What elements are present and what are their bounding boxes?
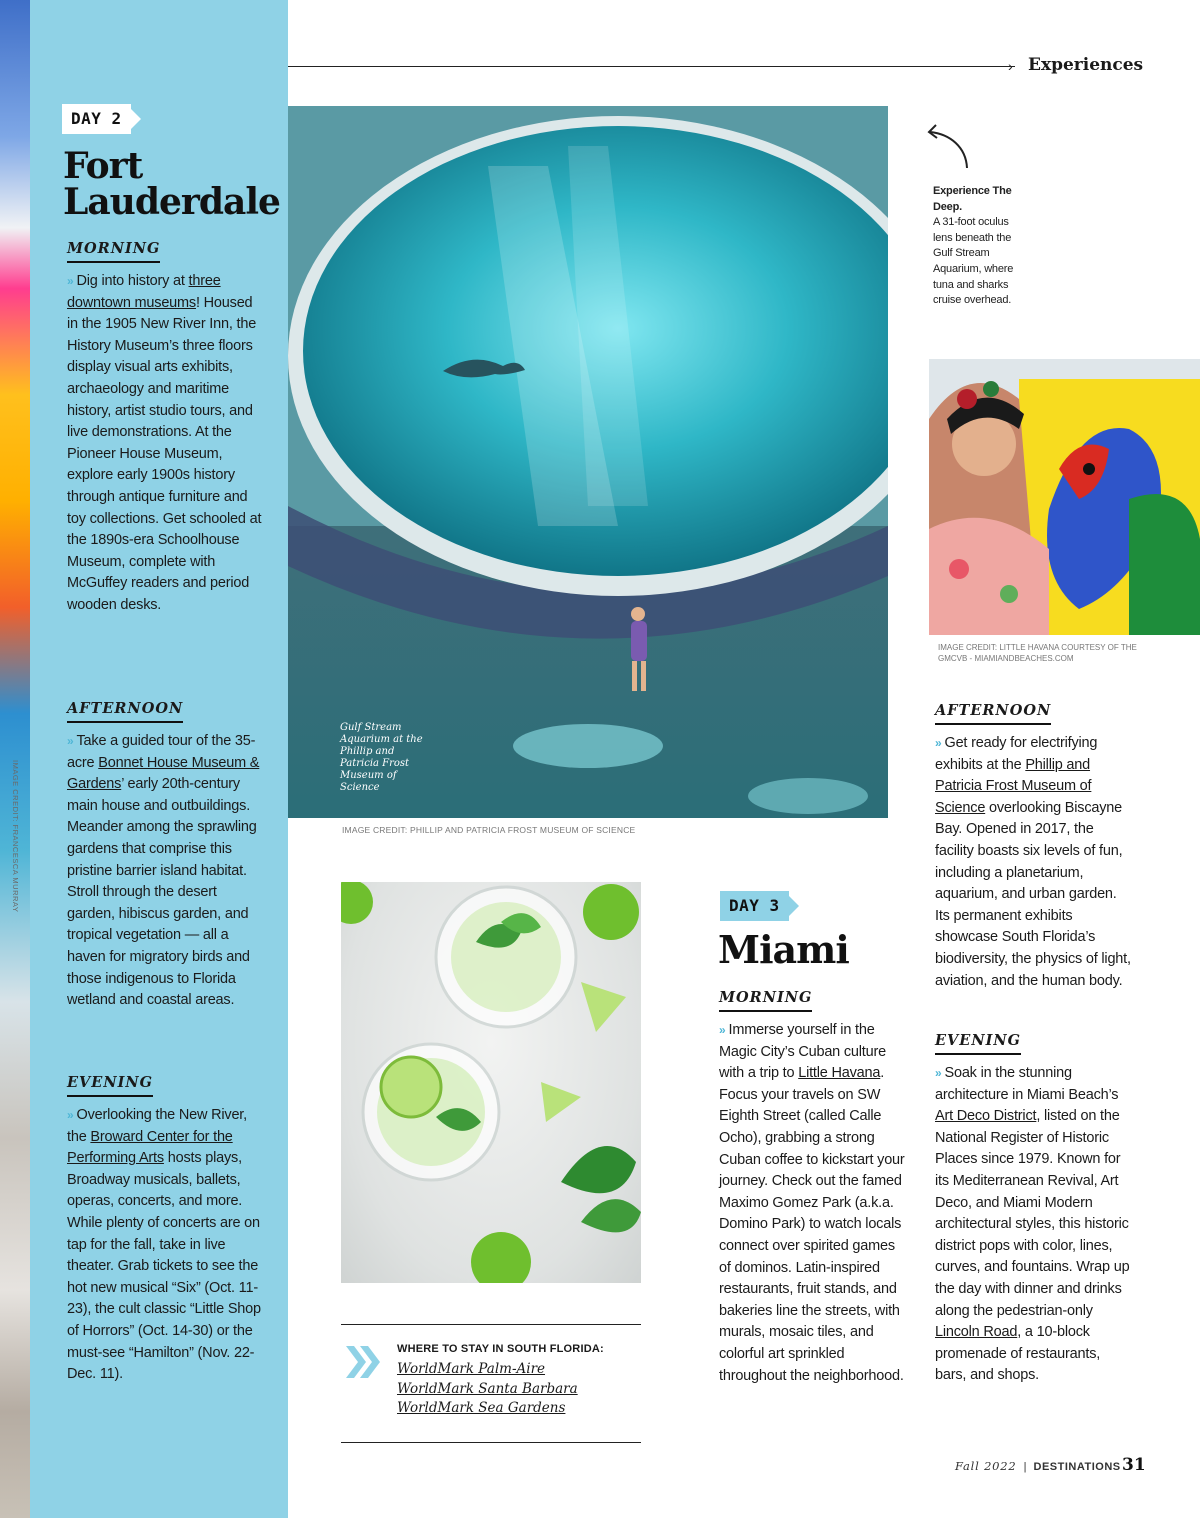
resort-links bbox=[397, 1360, 578, 1419]
little-havana-link[interactable]: Little Havana bbox=[798, 1065, 881, 1082]
rooster-painting-illustration bbox=[929, 359, 1200, 635]
fl-afternoon-section bbox=[67, 700, 267, 1012]
aquarium-image-credit: IMAGE CREDIT: PHILLIP AND PATRICIA FROST MUSEUM OF SCIENCE bbox=[342, 825, 636, 835]
frost-museum-link[interactable]: Phillip and Patricia Frost Museum of Science bbox=[935, 756, 1092, 816]
double-chevron-icon bbox=[344, 1344, 384, 1385]
folio bbox=[955, 1459, 1121, 1473]
chevron-icon: » bbox=[67, 1108, 74, 1122]
oculus-callout bbox=[933, 184, 1028, 309]
art-deco-district-link[interactable]: Art Deco District bbox=[935, 1108, 1037, 1125]
resort-link-santa-barbara[interactable]: WorldMark Santa Barbara bbox=[397, 1380, 578, 1397]
left-photo-credit: IMAGE CREDIT: FRANCESCA MURRAY bbox=[11, 760, 20, 913]
mi-evening-text: » Soak in the stunning architecture in Miami Beach’s Art Deco District, listed on the National Register of Historic Places since 1979. Known for its Mediterranean Revival, Art Deco, and Miami Modern architectural styles, this historic district pops with color, lines, curves, and fountains. Wrap up the day with dinner and drinks along the pedestrian-only Lincoln Road, a 10-block promenade of restaurants, bars, and shops. bbox=[935, 1065, 1130, 1384]
mi-afternoon-section bbox=[935, 702, 1135, 992]
callout-text: A 31-foot oculus lens beneath the Gulf Stream Aquarium, where tuna and sharks cruise overhead. bbox=[933, 216, 1014, 307]
mi-morning-section bbox=[719, 989, 909, 1387]
stay-rule-top bbox=[341, 1324, 641, 1325]
fl-morning-heading: MORNING bbox=[67, 240, 160, 263]
header-rule bbox=[288, 66, 1015, 67]
magazine-name: DESTINATIONS bbox=[1033, 1461, 1121, 1473]
mi-evening-heading: EVENING bbox=[935, 1032, 1021, 1055]
three-museums-link[interactable]: three downtown museums bbox=[67, 273, 221, 311]
mi-morning-text: » Immerse yourself in the Magic City’s Cuban culture with a trip to Little Havana. Focus your travels on SW Eighth Street (called Calle Ocho), grabbing a strong Cuban coffee to kickstart your journey. Check out the famed Maximo Gomez Park (a.k.a. Domino Park) to watch locals connect over spirited games of dominos. Latin-inspired restaurants, fruit stands, and bakeries line the streets, with murals, mosaic tiles, and colorful art sprinkled throughout the neighborhood. bbox=[719, 1022, 905, 1384]
chevron-icon: » bbox=[935, 736, 942, 750]
section-label: Experiences bbox=[1028, 55, 1144, 75]
little-havana-artist-photo bbox=[929, 359, 1200, 635]
where-to-stay-title: WHERE TO STAY IN SOUTH FLORIDA: bbox=[397, 1343, 604, 1355]
fl-morning-text: » Dig into history at three downtown museums! Housed in the 1905 New River Inn, the History Museum’s three floors display visual arts exhibits, archaeology and maritime history, artist studio tours, and live demonstrations. At the Pioneer House Museum, explore early 1900s history through antique furniture and toy collections. Get schooled at the 1890s-era Schoolhouse Museum, complete with McGuffey readers and period wooden desks. bbox=[67, 273, 262, 613]
day-2-tag: DAY 2 bbox=[62, 104, 131, 134]
chevron-right-icon: › bbox=[1008, 58, 1013, 74]
left-edge-photo bbox=[0, 0, 30, 1518]
miami-title: Miami bbox=[718, 927, 849, 972]
resort-link-sea-gardens[interactable]: WorldMark Sea Gardens bbox=[397, 1400, 566, 1416]
mi-afternoon-heading: AFTERNOON bbox=[935, 702, 1051, 725]
aquarium-caption: Gulf Stream Aquarium at the Phillip and Patricia Frost Museum of Science bbox=[340, 722, 423, 793]
chevron-icon: » bbox=[935, 1066, 942, 1080]
page-number: 31 bbox=[1122, 1455, 1146, 1475]
fl-afternoon-heading: AFTERNOON bbox=[67, 700, 183, 723]
rooster-image-credit: IMAGE CREDIT: LITTLE HAVANA COURTESY OF THE GMCVB - MIAMIANDBEACHES.COM bbox=[938, 643, 1137, 663]
fl-evening-text: » Overlooking the New River, the Broward Center for the Performing Arts hosts plays, Broadway musicals, ballets, operas, concerts, and more. While plenty of concerts are on tap for the fall, take in live theater. Grab tickets to see the hot new musical “Six” (Oct. 11-23), the cult classic “Little Shop of Horrors” (Oct. 14-30) or the must-see “Hamilton” (Nov. 22-Dec. 11). bbox=[67, 1107, 261, 1383]
callout-title: Experience The Deep. bbox=[933, 185, 1012, 213]
broward-center-link[interactable]: Broward Center for the Performing Arts bbox=[67, 1128, 233, 1167]
mi-afternoon-text: » Get ready for electrifying exhibits at the Phillip and Patricia Frost Museum of Science overlooking Biscayne Bay. Opened in 2017, the facility boasts six levels of fun, including a planetarium, aquarium, and urban garden. Its permanent exhibits showcase South Florida’s biodiversity, the physics of light, aviation, and the human body. bbox=[935, 735, 1131, 989]
chevron-icon: » bbox=[67, 274, 74, 288]
curved-arrow-icon bbox=[922, 122, 972, 177]
fl-afternoon-text: » Take a guided tour of the 35-acre Bonnet House Museum & Gardens’ early 20th-century main house and outbuildings. Meander among the sprawling gardens that comprise this pristine barrier island habitat. Stroll through the desert garden, hibiscus garden, and tropical vegetation — all a haven for migratory birds and those indigenous to Florida wetland and coastal areas. bbox=[67, 733, 260, 1009]
chevron-icon: » bbox=[67, 734, 74, 748]
fort-lauderdale-title: Fort Lauderdale bbox=[63, 145, 280, 223]
lincoln-road-link[interactable]: Lincoln Road bbox=[935, 1324, 1018, 1341]
day-3-tag: DAY 3 bbox=[720, 891, 789, 921]
resort-link-palm-aire[interactable]: WorldMark Palm-Aire bbox=[397, 1361, 546, 1377]
folio-separator: | bbox=[1023, 1461, 1027, 1473]
fl-evening-section bbox=[67, 1074, 267, 1386]
stay-rule-bottom bbox=[341, 1442, 641, 1443]
mi-morning-heading: MORNING bbox=[719, 989, 812, 1012]
aquarium-illustration bbox=[288, 106, 888, 818]
issue-season: Fall 2022 bbox=[955, 1459, 1017, 1473]
mojito-photo bbox=[341, 882, 641, 1283]
chevron-icon: » bbox=[719, 1023, 726, 1037]
aquarium-photo bbox=[288, 106, 888, 818]
mojito-illustration bbox=[341, 882, 641, 1283]
mi-evening-section bbox=[935, 1032, 1135, 1387]
fl-morning-section bbox=[67, 240, 267, 617]
fl-evening-heading: EVENING bbox=[67, 1074, 153, 1097]
bonnet-house-link[interactable]: Bonnet House Museum & Gardens bbox=[67, 754, 260, 793]
